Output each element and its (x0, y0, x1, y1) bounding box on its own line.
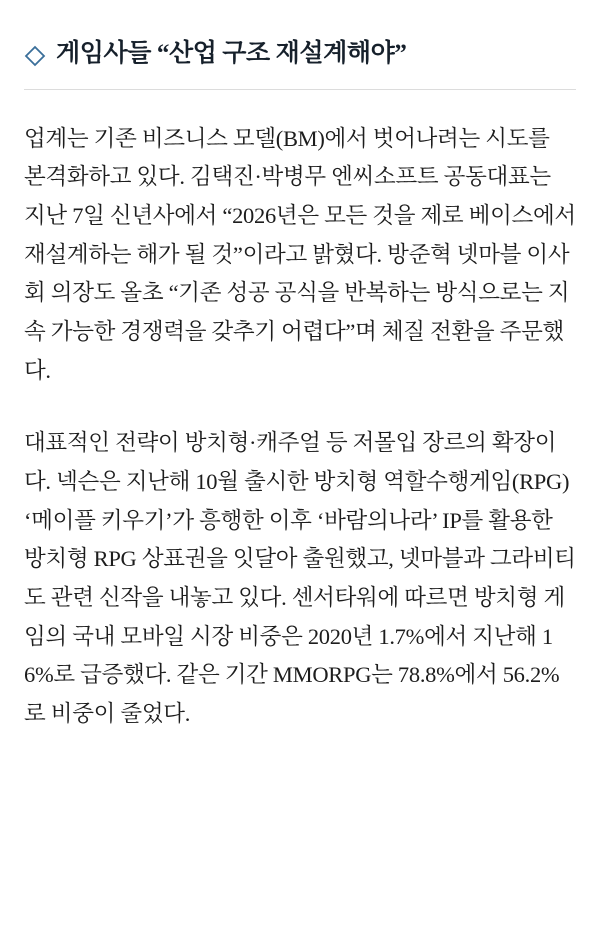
article-paragraph: 대표적인 전략이 방치형·캐주얼 등 저몰입 장르의 확장이다. 넥슨은 지난해 10월 출시한 방치형 역할수행게임(RPG) ‘메이플 키우기’가 흥행한 이후 ‘바람의나라’ IP를 활용한 방치형 RPG 상표권을 잇달아 출원했고, 넷마블과 그라비티도 관련 신작을 내놓고 있다. 센서타워에 따르면 방치형 게임의 국내 모바일 시장 비중은 2020년 1.7%에서 지난해 16%로 급증했다. 같은 기간 MMORPG는 78.8%에서 56.2%로 비중이 줄었다. (24, 430, 576, 727)
page-title: 게임사들 “산업 구조 재설계해야” (56, 40, 407, 67)
headline-row (24, 38, 576, 89)
article-paragraph: 업계는 기존 비즈니스 모델(BM)에서 벗어나려는 시도를 본격화하고 있다. 김택진·박병무 엔씨소프트 공동대표는 지난 7일 신년사에서 “2026년은 모든 것을 제로 베이스에서 재설계하는 해가 될 것”이라고 밝혔다. 방준혁 넷마블 이사회 의장도 올초 “기존 성공 공식을 반복하는 방식으로는 지속 가능한 경쟁력을 갖추기 어렵다”며 체질 전환을 주문했다. (24, 125, 576, 383)
diamond-outline-icon (24, 45, 46, 67)
header-divider (24, 89, 576, 90)
